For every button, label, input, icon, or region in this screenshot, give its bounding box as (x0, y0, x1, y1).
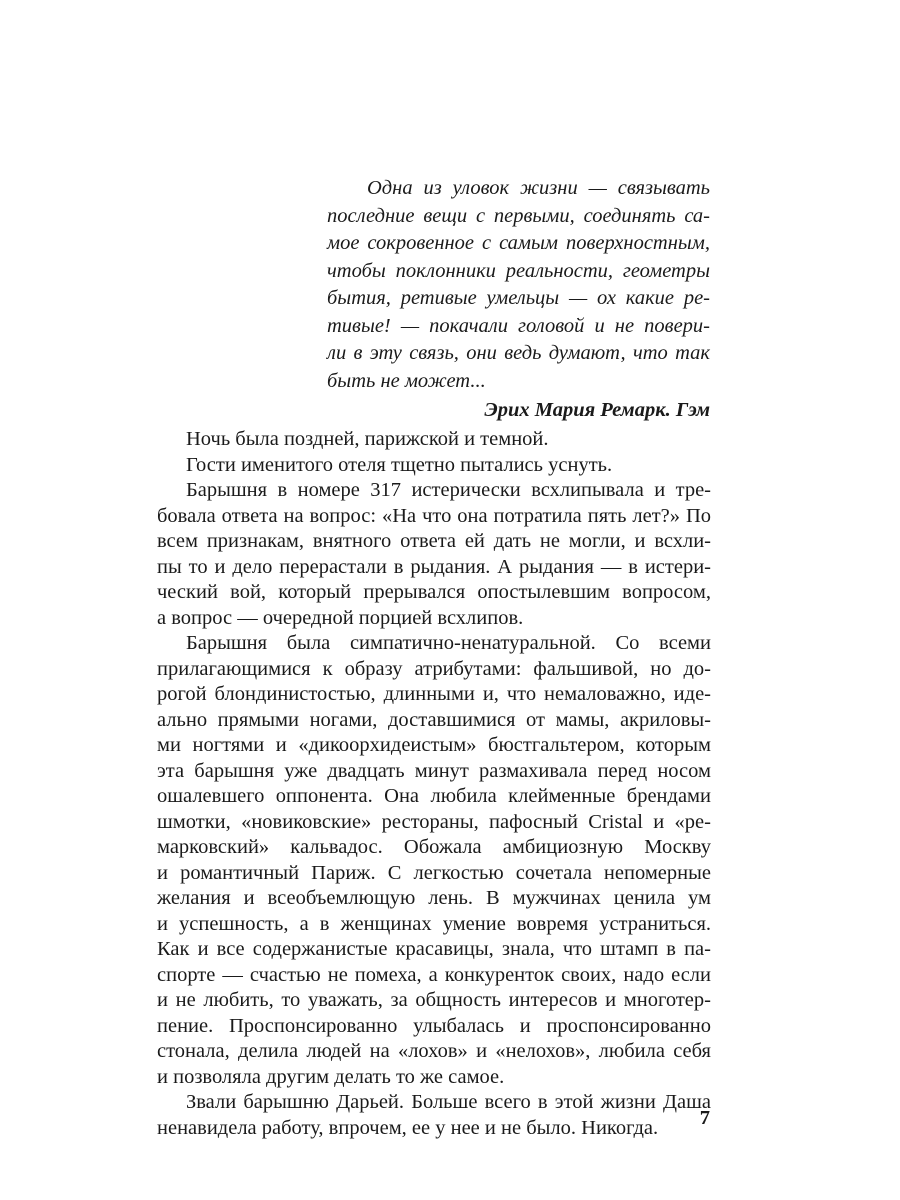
paragraph-line: ально прямыми ногами, доставшимися от мамы, акриловы- (157, 708, 711, 731)
paragraph-line: пы то и дело перерастали в рыдания. А рыдания — в истери- (157, 555, 711, 578)
epigraph-line: чтобы поклонники реальности, геометры (327, 259, 710, 282)
paragraph-line: спорте — счастью не помеха, а конкуренток своих, надо если (157, 963, 711, 986)
paragraph-line: стонала, делила людей на «лохов» и «нелохов», любила себя (157, 1040, 711, 1062)
paragraph-line: Барышня была симпатично-ненатуральной. Со всеми (186, 632, 711, 654)
epigraph-line: мое сокровенное с самым поверхностным, (327, 232, 710, 254)
epigraph-line: ли в эту связь, они ведь думают, что так (327, 342, 710, 364)
paragraph-line: всем признакам, внятного ответа ей дать не могли, и всхли- (157, 530, 711, 552)
epigraph-line: тивые! — покачали головой и не повери- (327, 314, 710, 337)
paragraph-line: пение. Проспонсированно улыбалась и проспонсированно (157, 1014, 711, 1037)
paragraph-line: марковский» кальвадос. Обожала амбициозную Москву (157, 836, 711, 858)
paragraph-line: шмотки, «новиковские» рестораны, пафосный Cristal и «ре- (157, 810, 711, 833)
paragraph-line: ми ногтями и «дикоорхидеистым» бюстгальтером, которым (157, 734, 711, 756)
paragraph-line: Барышня в номере 317 истерически всхлипывала и тре- (186, 479, 711, 501)
page-number: 7 (699, 1107, 710, 1129)
paragraph-line: и позволяла другим делать то же самое. (157, 1065, 505, 1088)
epigraph-author: Эрих Мария Ремарк. Гэм (484, 399, 710, 421)
epigraph (327, 175, 710, 425)
paragraph-line: и романтичный Париж. С легкостью сочетала непомерные (157, 861, 711, 884)
paragraph-line: а вопрос — очередной порцией всхлипов. (157, 606, 524, 629)
paragraph-line: и не любить, то уважать, за общность интересов и многотер- (157, 989, 711, 1011)
paragraph-line: желания и всеобъемлющую лень. В мужчинах ценила ум (157, 887, 711, 909)
paragraph-line: Ночь была поздней, парижской и темной. (186, 428, 549, 450)
epigraph-line: бытия, ретивые умельцы — ох какие ре- (327, 287, 710, 309)
paragraph-line: рогой блондинистостью, длинными и, что немаловажно, иде- (157, 683, 711, 705)
epigraph-line: Одна из уловок жизни — связывать (367, 177, 710, 199)
paragraph-line: ошалевшего оппонента. Она любила клейменные брендами (157, 785, 711, 807)
paragraph-line: ческий вой, который прерывался опостылевшим вопросом, (157, 581, 711, 603)
epigraph-line: последние вещи с первыми, соединять са- (327, 204, 710, 227)
body-text (157, 427, 711, 1141)
paragraph-line: бовала ответа на вопрос: «На что она потратила пять лет?» По (157, 504, 711, 527)
paragraph-line: Как и все содержанистые красавицы, знала, что штамп в па- (157, 938, 711, 960)
paragraph-line: Звали барышню Дарьей. Больше всего в этой жизни Даша (186, 1091, 711, 1113)
paragraph-line: прилагающимися к образу атрибутами: фальшивой, но до- (157, 657, 711, 680)
paragraph-line: ненавидела работу, впрочем, ее у нее и не было. Никогда. (157, 1116, 659, 1139)
paragraph-line: Гости именитого отеля тщетно пытались уснуть. (186, 453, 613, 476)
epigraph-line: быть не может... (327, 369, 486, 392)
paragraph-line: эта барышня уже двадцать минут размахивала перед носом (157, 759, 711, 782)
paragraph-line: и успешность, а в женщинах умение вовремя устраниться. (157, 912, 711, 935)
